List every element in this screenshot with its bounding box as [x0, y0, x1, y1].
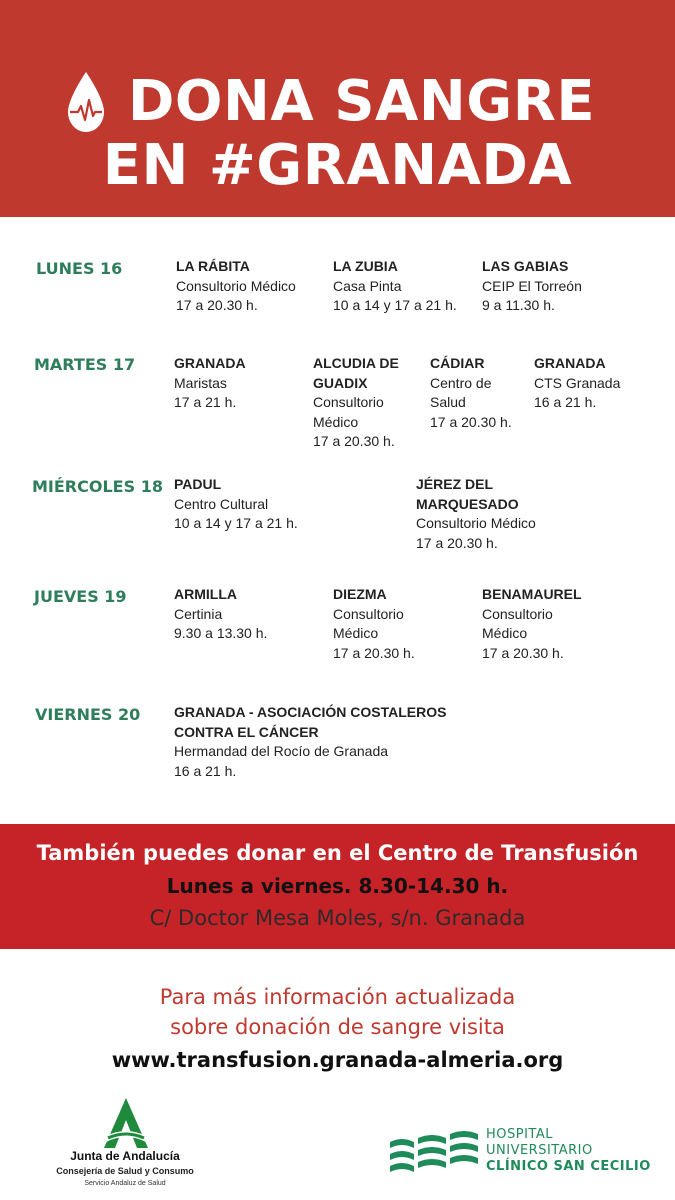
- venue-site-line1: Consultorio: [313, 394, 384, 410]
- venue-hours: 17 a 20.30 h.: [313, 433, 395, 449]
- venue-hours: 16 a 21 h.: [534, 394, 597, 410]
- page-title-line2: EN #GRANADA: [102, 133, 573, 198]
- venue-la-rabita: [176, 257, 296, 316]
- venue-site-line2: Salud: [430, 394, 466, 410]
- venue-site-line1: Consultorio: [482, 605, 553, 622]
- junta-name: Junta de Andalucía: [70, 1149, 180, 1163]
- venue-diezma: [333, 585, 415, 663]
- venue-hours: 17 a 20.30 h.: [176, 297, 258, 313]
- venue-jerez-del-marquesado: [416, 475, 536, 553]
- venue-place: BENAMAUREL: [482, 586, 582, 602]
- venue-la-zubia: [333, 257, 457, 316]
- venue-site: CEIP El Torreón: [482, 277, 582, 294]
- day-label-martes: MARTES 17: [34, 355, 136, 374]
- hospital-name-line3: CLÍNICO SAN CECILIO: [486, 1159, 651, 1174]
- venue-hours: 10 a 14 y 17 a 21 h.: [174, 515, 298, 531]
- venue-place: ARMILLA: [174, 586, 237, 602]
- venue-place: GRANADA: [534, 355, 606, 371]
- venue-place-line2: CONTRA EL CÁNCER: [174, 723, 319, 740]
- venue-site-line1: Consultorio: [333, 605, 404, 622]
- day-label-viernes: VIERNES 20: [35, 705, 141, 724]
- junta-servicio: Servicio Andaluz de Salud: [84, 1180, 166, 1187]
- venue-armilla: [174, 585, 267, 644]
- venue-site: Consultorio Médico: [416, 515, 536, 531]
- day-label-jueves: JUEVES 19: [34, 587, 127, 606]
- venue-hours: 17 a 21 h.: [174, 394, 237, 410]
- venue-place-line1: JÉREZ DEL: [416, 476, 494, 492]
- header-banner: [0, 0, 675, 217]
- venue-hours: 9.30 a 13.30 h.: [174, 625, 268, 641]
- venue-place: LA ZUBIA: [333, 258, 398, 274]
- venue-site: Consultorio Médico: [176, 277, 296, 294]
- venue-hours: 9 a 11.30 h.: [482, 297, 555, 313]
- website-link[interactable]: www.transfusion.granada-almeria.org: [111, 1048, 564, 1072]
- venue-place: LAS GABIAS: [482, 258, 569, 274]
- venue-site-line1: Centro de: [430, 374, 492, 391]
- venue-place-line2: GUADIX: [313, 374, 368, 391]
- junta-de-andalucia-logo-icon: [100, 1096, 152, 1150]
- venue-place-line1: ALCUDIA DE: [313, 355, 399, 371]
- transfusion-center-hours: Lunes a viernes. 8.30-14.30 h.: [166, 874, 509, 898]
- info-text-line1: Para más información actualizada: [159, 985, 516, 1009]
- venue-place: PADUL: [174, 476, 222, 492]
- transfusion-center-banner: [0, 824, 675, 949]
- venue-site: Hermandad del Rocío de Granada: [174, 743, 389, 759]
- venue-place-line1: GRANADA - ASOCIACIÓN COSTALEROS: [174, 704, 447, 720]
- venue-cadiar: [430, 354, 512, 432]
- venue-site: Centro Cultural: [174, 495, 269, 512]
- info-text-line2: sobre donación de sangre visita: [170, 1015, 505, 1039]
- venue-site: Certinia: [174, 605, 223, 622]
- venue-place: DIEZMA: [333, 586, 387, 602]
- venue-site-line2: Médico: [333, 625, 379, 641]
- venue-site: CTS Granada: [534, 374, 621, 391]
- page-title-line1: DONA SANGRE: [127, 69, 596, 134]
- transfusion-center-address: C/ Doctor Mesa Moles, s/n. Granada: [149, 906, 526, 930]
- venue-hours: 17 a 20.30 h.: [333, 644, 415, 661]
- venue-hours: 10 a 14 y 17 a 21 h.: [333, 297, 457, 313]
- venue-benamaurel: [482, 585, 582, 663]
- venue-padul: [174, 475, 298, 534]
- venue-hours: 16 a 21 h.: [174, 762, 237, 779]
- day-label-miercoles: MIÉRCOLES 18: [32, 477, 163, 496]
- venue-granada-cts: [534, 354, 620, 413]
- junta-consejeria: Consejería de Salud y Consumo: [56, 1166, 194, 1176]
- venue-hours: 17 a 20.30 h.: [430, 413, 512, 430]
- venue-place: CÁDIAR: [430, 355, 485, 371]
- hospital-name-line2: UNIVERSITARIO: [486, 1143, 593, 1158]
- venue-hours: 17 a 20.30 h.: [482, 644, 564, 661]
- venue-site: Maristas: [174, 374, 227, 391]
- venue-las-gabias: [482, 257, 582, 316]
- venue-granada-maristas: [174, 354, 246, 413]
- day-label-lunes: LUNES 16: [36, 259, 123, 278]
- hospital-name-line1: HOSPITAL: [486, 1127, 554, 1142]
- transfusion-center-heading: También puedes donar en el Centro de Transfusión: [36, 841, 639, 865]
- venue-place: LA RÁBITA: [176, 258, 250, 274]
- venue-site: Casa Pinta: [333, 277, 402, 294]
- venue-place-line2: MARQUESADO: [416, 495, 519, 512]
- hospital-logo-icon: [388, 1128, 480, 1176]
- venue-site-line2: Médico: [482, 625, 528, 641]
- venue-granada-costaleros: [174, 703, 446, 781]
- venue-place: GRANADA: [174, 355, 246, 371]
- venue-alcudia-de-guadix: [313, 354, 399, 452]
- venue-hours: 17 a 20.30 h.: [416, 534, 498, 551]
- venue-site-line2: Médico: [313, 413, 359, 430]
